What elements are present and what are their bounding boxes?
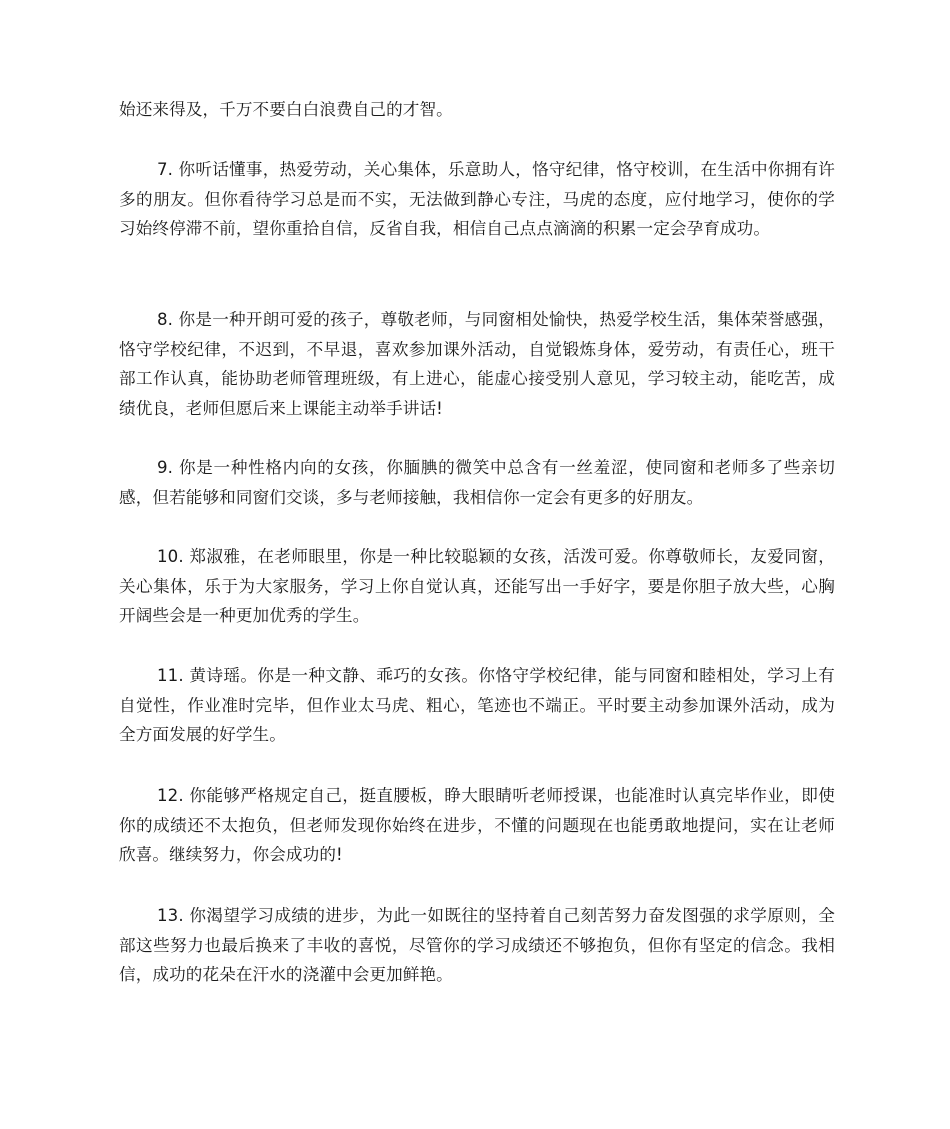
paragraph-comment-7: 7. 你听话懂事，热爱劳动，关心集体，乐意助人，恪守纪律，恪守校训，在生活中你拥有许多的朋友。但你看待学习总是而不实，无法做到静心专注，马虎的态度，应付地学习，使你的学习始终停滞不前，望你重拾自信，反省自我，相信自己点点滴滴的积累一定会孕育成功。 <box>119 160 835 239</box>
paragraph-comment-11: 11. 黄诗瑶。你是一种文静、乖巧的女孩。你恪守学校纪律，能与同窗和睦相处，学习上有自觉性，作业准时完毕，但作业太马虎、粗心，笔迹也不端正。平时要主动参加课外活动，成为全方面发展的好学生。 <box>119 666 835 745</box>
paragraph-comment-10: 10. 郑淑雅，在老师眼里，你是一种比较聪颖的女孩，活泼可爱。你尊敬师长，友爱同窗，关心集体，乐于为大家服务，学习上你自觉认真，还能写出一手好字，要是你胆子放大些，心胸开阔些会是一种更加优秀的学生。 <box>119 547 835 626</box>
paragraph-comment-8: 8. 你是一种开朗可爱的孩子，尊敬老师，与同窗相处愉快，热爱学校生活，集体荣誉感强，恪守学校纪律，不迟到，不早退，喜欢参加课外活动，自觉锻炼身体，爱劳动，有责任心，班干部工作认真，能协助老师管理班级，有上进心，能虚心接受别人意见，学习较主动，能吃苦，成绩优良，老师但愿后来上课能主动举手讲话! <box>119 310 835 418</box>
paragraph-continuation: 始还来得及，千万不要白白浪费自己的才智。 <box>119 100 453 119</box>
paragraph-comment-12: 12. 你能够严格规定自己，挺直腰板，睁大眼睛听老师授课，也能准时认真完毕作业，即使你的成绩还不太抱负，但老师发现你始终在进步，不懂的问题现在也能勇敢地提问，实在让老师欣喜。继续努力，你会成功的! <box>119 786 835 865</box>
paragraph-comment-9: 9. 你是一种性格内向的女孩，你腼腆的微笑中总含有一丝羞涩，使同窗和老师多了些亲切感，但若能够和同窗们交谈，多与老师接触，我相信你一定会有更多的好朋友。 <box>119 458 835 507</box>
paragraph-comment-13: 13. 你渴望学习成绩的进步，为此一如既往的坚持着自己刻苦努力奋发图强的求学原则，全部这些努力也最后换来了丰收的喜悦，尽管你的学习成绩还不够抱负，但你有坚定的信念。我相信，成功的花朵在汗水的浇灌中会更加鲜艳。 <box>119 906 835 985</box>
